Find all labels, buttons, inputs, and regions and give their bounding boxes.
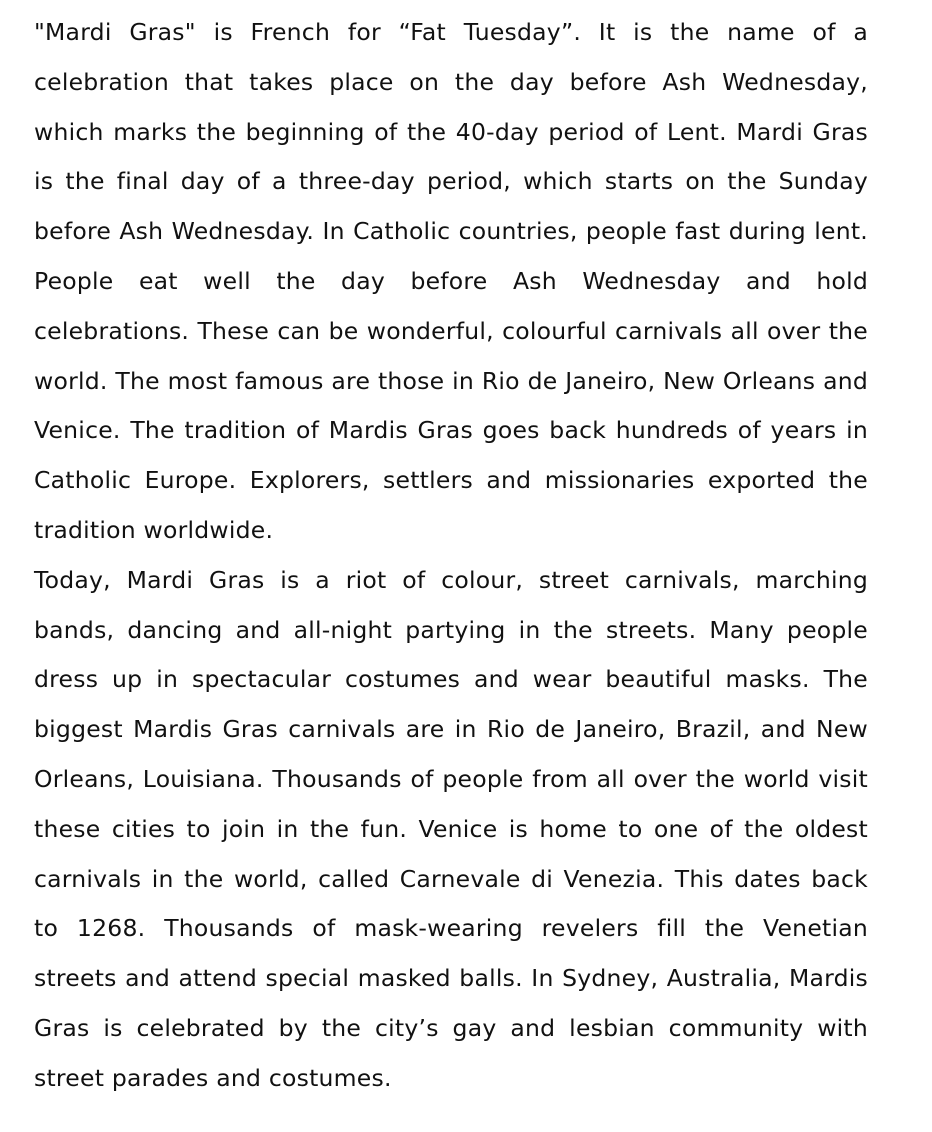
paragraph-intro: "Mardi Gras" is French for “Fat Tuesday”. It is the name of a celebration that takes place on the day before Ash Wednesday, which marks the beginning of the 40-day period of Lent. Mardi Gras is the final day of a three-day period, which starts on the Sunday before Ash Wednesday. In Catholic countries, people fast during lent. People eat well the day before Ash Wednesday and hold celebrations. These can be wonderful, colourful carnivals all over the world. The most famous are those in Rio de Janeiro, New Orleans and Venice. The tradition of Mardis Gras goes back hundreds of years in Catholic Europe. Explorers, settlers and missionaries exported the tradition worldwide.: [34, 18, 868, 544]
paragraph-today: Today, Mardi Gras is a riot of colour, street carnivals, marching bands, dancing and all-night partying in the streets. Many people dress up in spectacular costumes and wear beautiful masks. The biggest Mardis Gras carnivals are in Rio de Janeiro, Brazil, and New Orleans, Louisiana. Thousands of people from all over the world visit these cities to join in the fun. Venice is home to one of the oldest carnivals in the world, called Carnevale di Venezia. This dates back to 1268. Thousands of mask-wearing revelers fill the Venetian streets and attend special masked balls. In Sydney, Australia, Mardis Gras is celebrated by the city’s gay and lesbian community with street parades and costumes.: [34, 565, 868, 1092]
document-body: [34, 8, 868, 1104]
